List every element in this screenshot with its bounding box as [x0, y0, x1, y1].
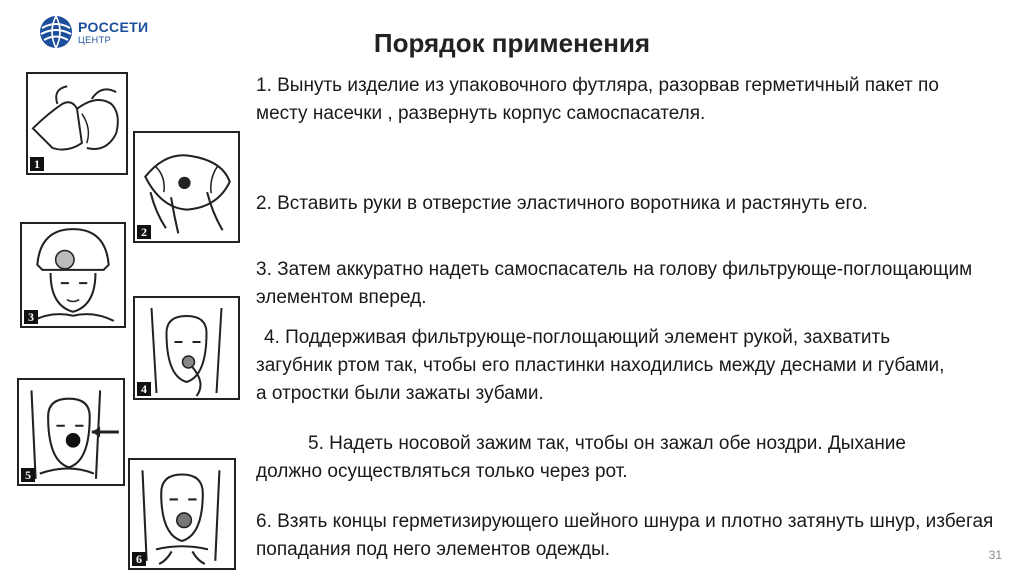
step-3-text: 3. Затем аккуратно надеть самоспасатель на голову фильтрующе-поглощающим элементом вперед. [256, 259, 973, 308]
logo-subtitle: ЦЕНТР [78, 34, 112, 45]
page-title: Порядок применения [373, 28, 651, 58]
page-number: 31 [988, 548, 1002, 562]
illustration-number: 5 [21, 468, 35, 482]
step-2-text: 2. Вставить руки в отверстие эластичного воротника и растянуть его. [256, 193, 868, 214]
step-4-text: 4. Поддерживая фильтрующе-поглощающий элемент рукой, захватить загубник ртом так, чтобы его пластинки находились между деснами и губами, а отростки были зажаты зубами. [256, 327, 945, 404]
illustration-2 [133, 131, 240, 243]
illustration-3 [20, 222, 126, 328]
step-5-text: 5. Надеть носовой зажим так, чтобы он зажал обе ноздри. Дыхание должно осуществляться только через рот. [256, 433, 906, 482]
step-1-text: 1. Вынуть изделие из упаковочного футляра, разорвав герметичный пакет по месту насечки , развернуть корпус самоспасателя. [256, 75, 939, 124]
logo-name: РОССЕТИ [78, 18, 149, 35]
step-6-text: 6. Взять концы герметизирующего шейного шнура и плотно затянуть шнур, избегая попадания под него элементов одежды. [256, 511, 994, 560]
illustration-5 [17, 378, 125, 486]
illustration-number: 4 [137, 382, 151, 396]
illustration-number: 2 [137, 225, 151, 239]
illustration-1 [26, 72, 128, 175]
illustration-4 [133, 296, 240, 400]
illustration-6 [128, 458, 236, 570]
illustration-number: 1 [30, 157, 44, 171]
illustration-number: 6 [132, 552, 146, 566]
illustration-number: 3 [24, 310, 38, 324]
